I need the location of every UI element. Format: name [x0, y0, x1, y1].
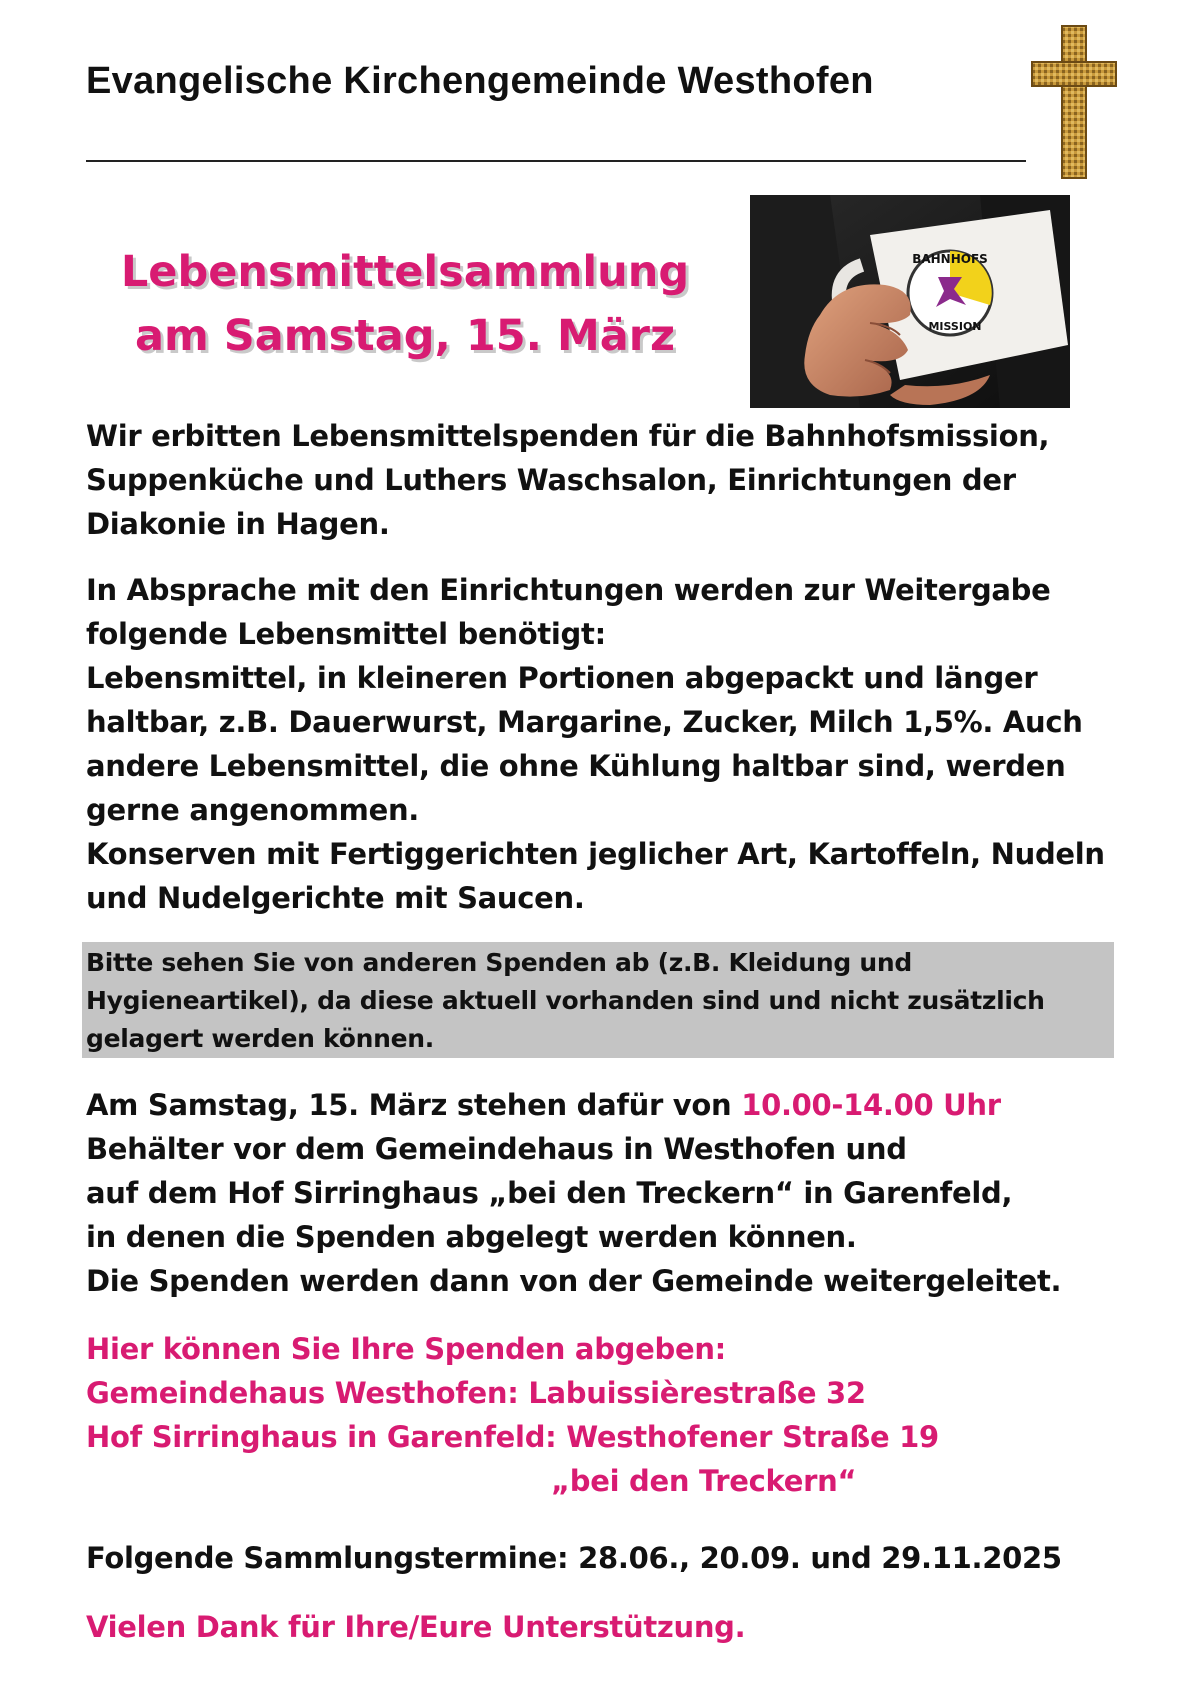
collection-line: Behälter vor dem Gemeindehaus in Westhofen und — [86, 1132, 907, 1166]
collection-dates — [86, 1536, 1086, 1580]
intro-line: Suppenküche und Luthers Waschsalon, Einrichtungen der — [86, 463, 1016, 497]
needs-line: und Nudelgerichte mit Saucen. — [86, 881, 585, 915]
needs-line: andere Lebensmittel, die ohne Kühlung haltbar sind, werden — [86, 749, 1066, 783]
mug-photo — [750, 195, 1070, 408]
intro-paragraph — [86, 414, 1086, 546]
collection-intro-text: Am Samstag, 15. März stehen dafür von — [86, 1088, 742, 1122]
collection-line: auf dem Hof Sirringhaus „bei den Treckern“ in Garenfeld, — [86, 1176, 1013, 1210]
needs-line: haltbar, z.B. Dauerwurst, Margarine, Zucker, Milch 1,5%. Auch — [86, 705, 1083, 739]
header-divider — [86, 160, 1026, 162]
mug-logo-top-text: BAHNHOFS — [912, 252, 988, 266]
event-headline — [70, 240, 740, 368]
needs-line: In Absprache mit den Einrichtungen werden zur Weitergabe — [86, 573, 1051, 607]
collection-dates-text: Folgende Sammlungstermine: 28.06., 20.09. und 29.11.2025 — [86, 1541, 1062, 1575]
headline-line-2: am Samstag, 15. März — [134, 311, 676, 361]
intro-line: Wir erbitten Lebensmittelspenden für die Bahnhofsmission, — [86, 419, 1050, 453]
dropoff-heading: Hier können Sie Ihre Spenden abgeben: — [86, 1332, 726, 1366]
organization-title: Evangelische Kirchengemeinde Westhofen — [86, 60, 874, 102]
needs-line: folgende Lebensmittel benötigt: — [86, 617, 606, 651]
dropoff-location-2-note: „bei den Treckern“ — [551, 1464, 857, 1498]
thanks-text: Vielen Dank für Ihre/Eure Unterstützung. — [86, 1610, 746, 1644]
cross-icon — [1026, 22, 1122, 182]
notice-text — [86, 944, 1106, 1058]
collection-line: in denen die Spenden abgelegt werden können. — [86, 1220, 857, 1254]
collection-time: 10.00-14.00 Uhr — [741, 1088, 1001, 1122]
notice-line: gelagert werden können. — [86, 1024, 434, 1053]
needs-line: Lebensmittel, in kleineren Portionen abgepackt und länger — [86, 661, 1038, 695]
needs-line: Konserven mit Fertiggerichten jeglicher Art, Kartoffeln, Nudeln — [86, 837, 1105, 871]
dropoff-locations — [86, 1327, 1086, 1503]
dropoff-location-1: Gemeindehaus Westhofen: Labuissièrestraße 32 — [86, 1376, 866, 1410]
notice-line: Bitte sehen Sie von anderen Spenden ab (z.B. Kleidung und — [86, 948, 912, 977]
collection-first-line — [86, 1083, 1086, 1127]
collection-paragraph — [86, 1083, 1086, 1303]
mug-logo-bottom-text: MISSION — [928, 320, 982, 333]
notice-line: Hygieneartikel), da diese aktuell vorhanden sind und nicht zusätzlich — [86, 986, 1045, 1015]
intro-line: Diakonie in Hagen. — [86, 507, 390, 541]
headline-line-1: Lebensmittelsammlung — [120, 247, 690, 297]
collection-line: Die Spenden werden dann von der Gemeinde weitergeleitet. — [86, 1264, 1062, 1298]
dropoff-location-2: Hof Sirringhaus in Garenfeld: Westhofener Straße 19 — [86, 1420, 939, 1454]
needs-line: gerne angenommen. — [86, 793, 420, 827]
needs-paragraph — [86, 568, 1105, 920]
